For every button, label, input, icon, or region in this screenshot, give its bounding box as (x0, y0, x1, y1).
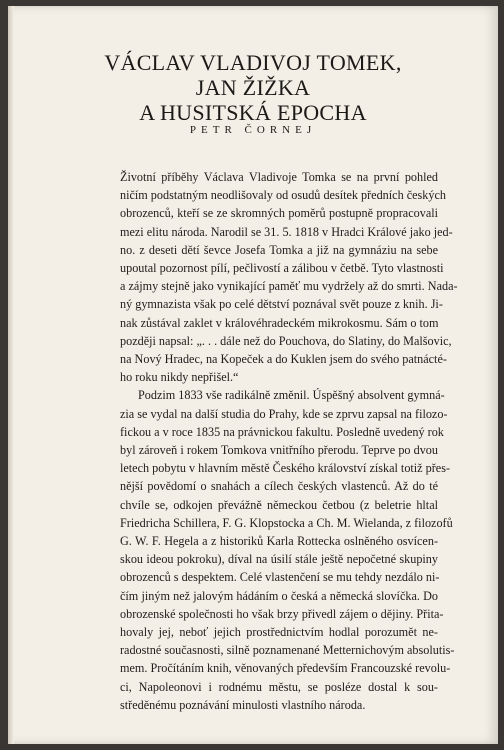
title-line: A HUSITSKÁ EPOCHA (139, 100, 367, 125)
chapter-author: PETR ČORNEJ (189, 124, 317, 136)
text-line: skou ideou pokroku), díval na úsilí stále ještě nepočetné skupiny (120, 552, 438, 567)
text-line: na Nový Hradec, na Kopeček a do Kuklen jsem do svého patnácté- (120, 352, 447, 367)
text-line: chvíle se, odkojen převážně německou četbou (z beletrie hltal (120, 497, 438, 512)
text-line: čím jiným než jalovým hádáním o česká a německá slovíčka. Do (120, 588, 438, 603)
text-line: fickou a v roce 1835 na právnickou fakultu. Posledně uvedený rok (120, 424, 444, 439)
text-line: hovaly jej, neboť jejich prostřednictvím hodlal porozumět ne- (120, 625, 438, 640)
book-page (8, 6, 498, 744)
text-line: později napsal: „. . . dále než do Pouchova, do Slatiny, do Malšovic, (120, 333, 452, 348)
text-line: ničím podstatným neodlišovaly od osudů desítek předních českých (120, 188, 446, 203)
text-line: byl zároveň i rokem Tomkova vnitřního přerodu. Teprve po dvou (120, 443, 438, 458)
chapter-title (8, 50, 498, 125)
text-line: ci, Napoleonovi i rodnému městu, se posléze dostal k sou- (120, 679, 438, 694)
text-line: mezi elitu národa. Narodil se 31. 5. 1818 v Hradci Králové jako jed- (120, 224, 453, 239)
text-line: Friedricha Schillera, F. G. Klopstocka a Ch. M. Wielanda, z filozofů (120, 515, 453, 530)
text-line: letech pobytu v hlavním městě Českého království získal totiž přes- (120, 461, 451, 476)
text-line: G. W. F. Hegela a z historiků Karla Rottecka oslněného osvícen- (120, 534, 438, 549)
title-line: JAN ŽIŽKA (195, 75, 311, 100)
text-line: Podzim 1833 vše radikálně změnil. Úspěšný absolvent gymná- (138, 388, 445, 403)
text-line: nak zůstával zaklet v královéhradeckém mikrokosmu. Sám o tom (120, 315, 439, 330)
text-line: středěnému poznávání minulosti vlastního národa. (120, 697, 366, 712)
text-line: no. z deseti dětí ševce Josefa Tomka a již na gymnáziu na sebe (120, 242, 438, 257)
text-line: ný gymnazista však po celé dětství poznával svět pouze z knih. Ji- (120, 297, 443, 312)
text-line: Životní příběhy Václava Vladivoje Tomka se na první pohled (120, 170, 438, 184)
text-line: ho roku nikdy nepřišel.“ (120, 370, 239, 385)
text-line: radostné současnosti, silně poznamenané Metternichovým absolutis- (120, 643, 455, 658)
text-line: obrozenců s despektem. Celé vlastenčení se mu tehdy nezdálo ni- (120, 570, 440, 585)
text-line: obrozenců, kteří se ze skromných poměrů postupně propracovali (120, 206, 438, 221)
title-line: VÁCLAV VLADIVOJ TOMEK, (104, 50, 402, 75)
text-line: zia se vydal na další studia do Prahy, kde se zprvu zapsal na filozo- (120, 406, 448, 421)
text-line: a zájmy stejně jako vynikající paměť mu vydržely až do smrti. Nada- (120, 279, 458, 294)
text-line: mem. Pročítáním knih, věnovaných především Francouzské revolu- (120, 661, 451, 676)
paragraph (120, 168, 458, 386)
text-line: obrozenské společnosti ho však brzy přivedl zájem o dějiny. Přita- (120, 606, 444, 621)
text-line: nější povědomí o snahách a cílech českých vlastenců. Až do té (120, 479, 438, 494)
paragraph (120, 386, 455, 714)
chapter-body (120, 168, 458, 714)
text-line: upoutal pozornost pílí, pečlivostí a zálibou v četbě. Tyto vlastnosti (120, 261, 444, 276)
